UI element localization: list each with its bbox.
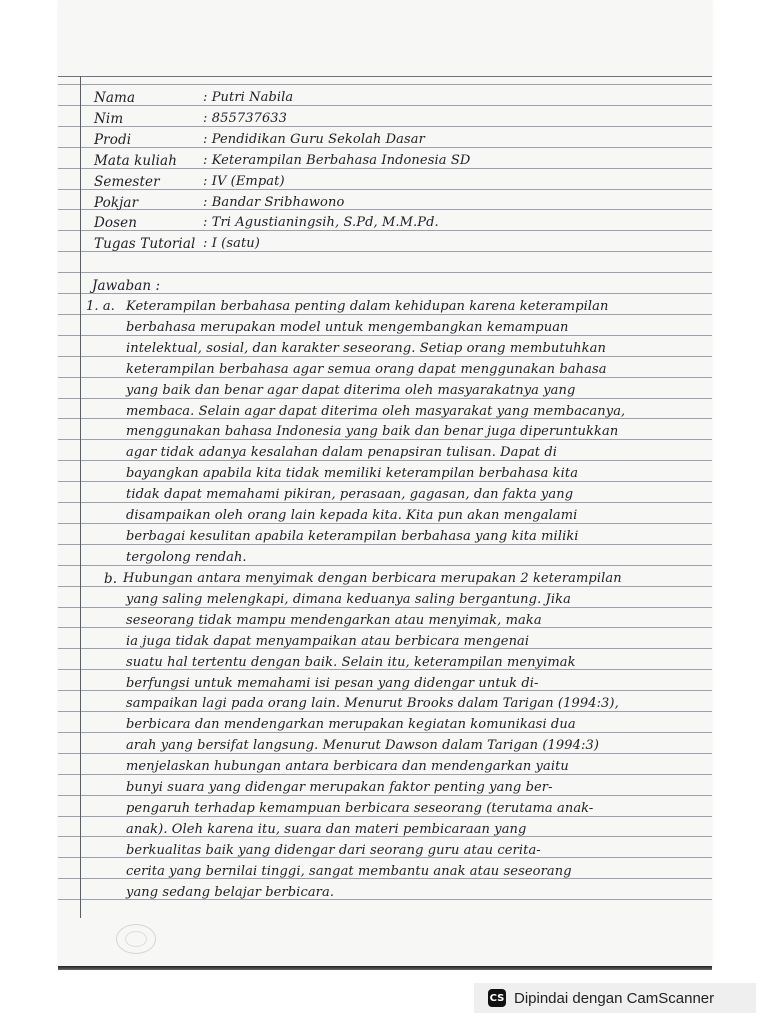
top-rule	[58, 76, 712, 77]
ruled-line	[58, 126, 712, 127]
ruled-line	[58, 105, 712, 106]
header-value: : 855737633	[203, 110, 288, 126]
text-line: suatu hal tertentu dengan baik. Selain itu, keterampilan menyimak	[126, 654, 576, 670]
text-line: arah yang bersifat langsung. Menurut Dawson dalam Tarigan (1994:3)	[126, 738, 599, 754]
text-line: bunyi suara yang didengar merupakan faktor penting yang ber-	[126, 780, 553, 795]
margin-line	[80, 76, 81, 918]
text-line: Keterampilan berbahasa penting dalam kehidupan karena keterampilan	[126, 299, 609, 314]
ruled-line	[58, 523, 712, 524]
text-line: keterampilan berbahasa agar semua orang dapat menggunakan bahasa	[126, 361, 607, 377]
text-line: berbagai kesulitan apabila keterampilan berbahasa yang kita miliki	[126, 528, 579, 544]
text-line: yang saling melengkapi, dimana keduanya saling bergantung. Jika	[126, 591, 571, 607]
header-label: Mata kuliah	[94, 152, 177, 169]
text-line: agar tidak adanya kesalahan dalam penapsiran tulisan. Dapat di	[126, 445, 558, 461]
ruled-line	[58, 356, 712, 357]
header-value: : IV (Empat)	[203, 173, 285, 189]
header-label: Pokjar	[94, 194, 139, 211]
text-line: menjelaskan hubungan antara berbicara dan mendengarkan yaitu	[126, 759, 569, 775]
ruled-line	[58, 314, 712, 315]
text-line: seseorang tidak mampu mendengarkan atau menyimak, maka	[126, 612, 542, 628]
camscanner-logo-icon: CS	[488, 989, 506, 1007]
ruled-line	[58, 398, 712, 399]
text-line: pengaruh terhadap kemampuan berbicara seseorang (terutama anak-	[126, 800, 594, 816]
text-line: Hubungan antara menyimak dengan berbicara merupakan 2 keterampilan	[123, 571, 622, 586]
text-line: tidak dapat memahami pikiran, perasaan, gagasan, dan fakta yang	[126, 487, 574, 503]
ruled-line	[58, 377, 712, 378]
page-number-stamp	[116, 924, 156, 954]
ruled-line	[58, 439, 712, 440]
header-label: Nim	[94, 110, 124, 127]
text-line: ia juga tidak dapat menyampaikan atau berbicara mengenai	[126, 633, 530, 649]
header-label: Tugas Tutorial	[94, 236, 196, 253]
header-value: : Keterampilan Berbahasa Indonesia SD	[203, 152, 471, 168]
header-value: : Pendidikan Guru Sekolah Dasar	[203, 131, 425, 147]
header-label: Dosen	[94, 215, 138, 232]
text-line: intelektual, sosial, dan karakter seseorang. Setiap orang membutuhkan	[126, 340, 606, 356]
ruled-line	[58, 481, 712, 482]
ruled-line	[58, 544, 712, 545]
camscanner-text: Dipindai dengan CamScanner	[514, 989, 715, 1007]
ruled-line	[58, 209, 712, 210]
text-line: berbahasa merupakan model untuk mengembangkan kemampuan	[126, 319, 569, 335]
header-label: Semester	[94, 173, 160, 190]
answer-1a-marker: 1. a.	[86, 299, 115, 314]
answer-1b-marker: b.	[104, 571, 118, 587]
header-label: Prodi	[94, 131, 132, 148]
text-line: tergolong rendah.	[126, 549, 247, 565]
camscanner-watermark	[474, 983, 756, 1013]
header-value: : Putri Nabila	[203, 90, 294, 105]
ruled-line	[58, 565, 712, 566]
text-line: anak). Oleh karena itu, suara dan materi pembicaraan yang	[126, 821, 527, 837]
header-label: Nama	[94, 90, 136, 106]
text-line: disampaikan oleh orang lain kepada kita. Kita pun akan mengalami	[126, 508, 578, 523]
text-line: berkualitas baik yang didengar dari seorang guru atau cerita-	[126, 842, 541, 858]
text-line: berfungsi untuk memahami isi pesan yang didengar untuk di-	[126, 675, 539, 691]
text-line: cerita yang bernilai tinggi, sangat membantu anak atau seseorang	[126, 863, 572, 879]
ruled-line	[58, 502, 712, 503]
text-line: yang baik dan benar agar dapat diterima oleh masyarakatnya yang	[126, 382, 576, 398]
header-value: : Tri Agustianingsih, S.Pd, M.M.Pd.	[203, 215, 439, 231]
text-line: berbicara dan mendengarkan merupakan kegiatan komunikasi dua	[126, 717, 576, 733]
ruled-line	[58, 335, 712, 336]
ruled-line	[58, 84, 712, 85]
text-line: yang sedang belajar berbicara.	[126, 884, 335, 900]
header-value: : I (satu)	[203, 236, 260, 252]
ruled-line	[58, 272, 712, 273]
ruled-line	[58, 460, 712, 461]
page-bottom-edge	[58, 966, 712, 970]
ruled-line	[58, 418, 712, 419]
text-line: membaca. Selain agar dapat diterima oleh masyarakat yang membacanya,	[126, 403, 626, 419]
text-line: sampaikan lagi pada orang lain. Menurut Brooks dalam Tarigan (1994:3),	[126, 696, 619, 712]
ruled-line	[58, 230, 712, 231]
header-value: : Bandar Sribhawono	[203, 194, 345, 210]
text-line: menggunakan bahasa Indonesia yang baik dan benar juga diperuntukkan	[126, 424, 619, 440]
text-line: bayangkan apabila kita tidak memiliki keterampilan berbahasa kita	[126, 466, 579, 482]
answer-heading: Jawaban :	[92, 278, 161, 294]
ruled-line	[58, 147, 712, 148]
